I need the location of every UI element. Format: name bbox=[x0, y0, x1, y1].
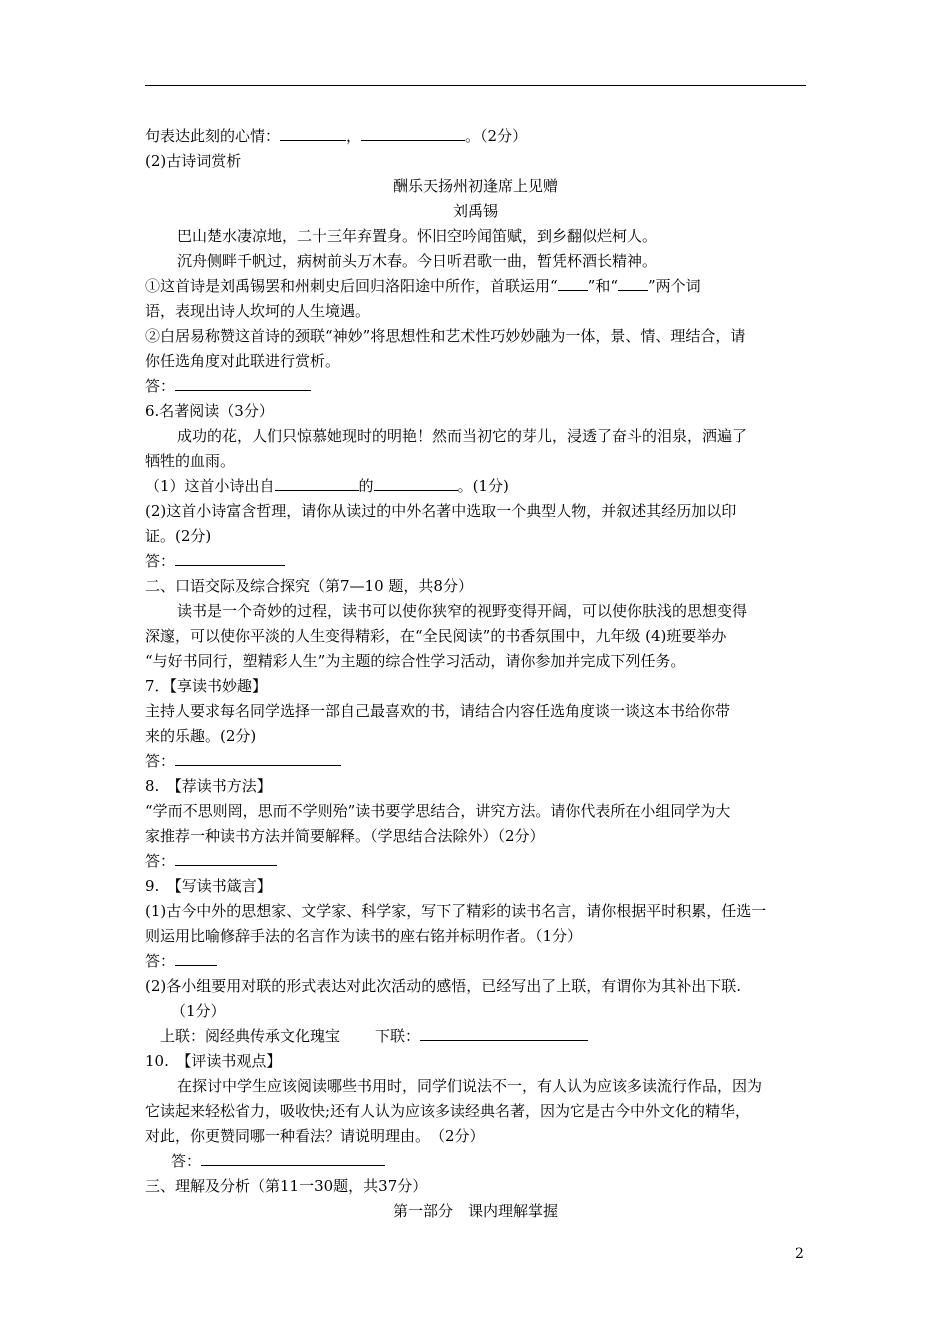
answer-blank bbox=[374, 476, 458, 491]
question-line: 则运用比喻修辞手法的名言作为读书的座右铭并标明作者。（1分） bbox=[145, 927, 583, 945]
header-rule bbox=[145, 85, 806, 86]
poem-line: 巴山楚水凄凉地，二十三年弃置身。怀旧空吟闻笛赋，到乡翻似烂柯人。 bbox=[177, 227, 658, 245]
answer-blank bbox=[201, 1151, 385, 1166]
section-title: 6.名著阅读（3分） bbox=[145, 402, 274, 420]
question-line: （1分） bbox=[171, 1002, 226, 1020]
part-subtitle: 第一部分 课内理解掌握 bbox=[392, 1202, 558, 1220]
paragraph-line: 它读起来轻松省力，吸收快;还有人认为应该多读经典名著，因为它是古今中外文化的精华， bbox=[145, 1102, 751, 1120]
question-title: 8. 【荐读书方法】 bbox=[145, 777, 272, 795]
answer-blank bbox=[175, 751, 341, 766]
text: 句表达此刻的心情： bbox=[145, 127, 281, 145]
answer-blank bbox=[280, 126, 346, 141]
answer-label: 答： bbox=[145, 752, 176, 770]
answer-blank bbox=[618, 276, 648, 291]
answer-line bbox=[145, 374, 806, 399]
poem-author: 刘禹锡 bbox=[452, 202, 498, 220]
question-line: 来的乐趣。(2分) bbox=[145, 727, 257, 745]
couplet-upper: 上联：阅经典传承文化瑰宝 bbox=[160, 1027, 341, 1045]
couplet-lower-label: 下联： bbox=[375, 1027, 421, 1045]
text: ”两个词 bbox=[648, 277, 701, 295]
question-line: ②白居易称赞这首诗的颈联“神妙”将思想性和艺术性巧妙妙融为一体，景、情、理结合，请 bbox=[145, 327, 746, 345]
paragraph-line: “与好书同行，塑精彩人生”为主题的综合性学习活动，请你参加并完成下列任务。 bbox=[145, 652, 686, 670]
answer-line bbox=[145, 549, 806, 574]
paragraph-line: 在探讨中学生应该阅读哪些书用时，同学们说法不一，有人认为应该多读流行作品，因为 bbox=[177, 1077, 763, 1095]
answer-blank bbox=[175, 376, 311, 391]
text: 。(1分) bbox=[457, 477, 509, 495]
question-line: (2)各小组要用对联的形式表达对此次活动的感悟，已经写出了上联，有谓你为其补出下联. bbox=[145, 977, 742, 995]
question-line bbox=[145, 274, 806, 299]
question-line: 主持人要求每名同学选择一部自己最喜欢的书，请结合内容任选角度谈一谈这本书给你带 bbox=[145, 702, 731, 720]
part-title: 二、口语交际及综合探究（第7—10 题，共8分） bbox=[145, 577, 473, 595]
paragraph-line: 深邃，可以使你平淡的人生变得精彩，在“全民阅读”的书香氛围中，九年级 (4)班要举办 bbox=[145, 627, 727, 645]
line-mood-question bbox=[145, 124, 806, 149]
text: 的 bbox=[358, 477, 374, 495]
question-line: (1)古今中外的思想家、文学家、科学家，写下了精彩的读书名言，请你根据平时积累，任选一 bbox=[145, 902, 767, 920]
page-number: 2 bbox=[795, 1246, 804, 1262]
answer-blank bbox=[175, 851, 277, 866]
text: ， bbox=[346, 127, 362, 145]
answer-label: 答： bbox=[145, 377, 176, 395]
page-content bbox=[145, 124, 806, 1224]
question-line: (2)这首小诗富含哲理，请你从读过的中外名著中选取一个典型人物，并叙述其经历加以印 bbox=[145, 502, 737, 520]
answer-blank bbox=[175, 551, 285, 566]
answer-blank bbox=[175, 951, 217, 966]
couplet-line bbox=[145, 1024, 806, 1049]
question-line: 语，表现出诗人坎坷的人生境遇。 bbox=[145, 302, 371, 320]
answer-blank bbox=[361, 126, 465, 141]
paragraph-line: 牺牲的血雨。 bbox=[145, 452, 236, 470]
paragraph-line: 成功的花，人们只惊慕她现时的明艳！然而当初它的芽儿，浸透了奋斗的泪泉，洒遍了 bbox=[177, 427, 748, 445]
question-line: 你任选角度对此联进行赏析。 bbox=[145, 352, 341, 370]
answer-line bbox=[145, 1149, 806, 1174]
text: 。（2分） bbox=[465, 127, 528, 145]
question-line: 家推荐一种读书方法并简要解释。（学思结合法除外）（2分） bbox=[145, 827, 545, 845]
text: ”和“ bbox=[587, 277, 619, 295]
answer-blank bbox=[275, 476, 359, 491]
question-line bbox=[145, 474, 806, 499]
paragraph-line: 对此，你更赞同哪一种看法？请说明理由。 （2分） bbox=[145, 1127, 485, 1145]
answer-line bbox=[145, 849, 806, 874]
answer-label: 答： bbox=[171, 1152, 202, 1170]
part-title: 三、理解及分析（第11一30题，共37分） bbox=[145, 1177, 428, 1195]
answer-line bbox=[145, 749, 806, 774]
answer-label: 答： bbox=[145, 552, 176, 570]
answer-label: 答： bbox=[145, 852, 176, 870]
question-title: 9. 【写读书箴言】 bbox=[145, 877, 272, 895]
answer-blank bbox=[558, 276, 588, 291]
answer-blank bbox=[420, 1026, 588, 1041]
question-line: “学而不思则罔，思而不学则殆”读书要学思结合，讲究方法。请你代表所在小组同学为大 bbox=[145, 802, 731, 820]
answer-line bbox=[145, 949, 806, 974]
question-title: 10. 【评读书观点】 bbox=[145, 1052, 282, 1070]
paragraph-line: 读书是一个奇妙的过程，读书可以使你狭窄的视野变得开阔，可以使你肤浅的思想变得 bbox=[177, 602, 748, 620]
question-line: 证。(2分) bbox=[145, 527, 212, 545]
poem-title: 酬乐天扬州初逢席上见赠 bbox=[392, 177, 558, 195]
poem-line: 沉舟侧畔千帆过，病树前头万木春。今日听君歌一曲，暂凭杯酒长精神。 bbox=[177, 252, 658, 270]
answer-label: 答： bbox=[145, 952, 176, 970]
subsection-title: (2)古诗词赏析 bbox=[145, 152, 242, 170]
text: ①这首诗是刘禹锡罢和州刺史后回归洛阳途中所作，首联运用“ bbox=[145, 277, 558, 295]
text: （1）这首小诗出自 bbox=[145, 477, 275, 495]
question-title: 7．【享读书妙趣】 bbox=[145, 677, 268, 695]
